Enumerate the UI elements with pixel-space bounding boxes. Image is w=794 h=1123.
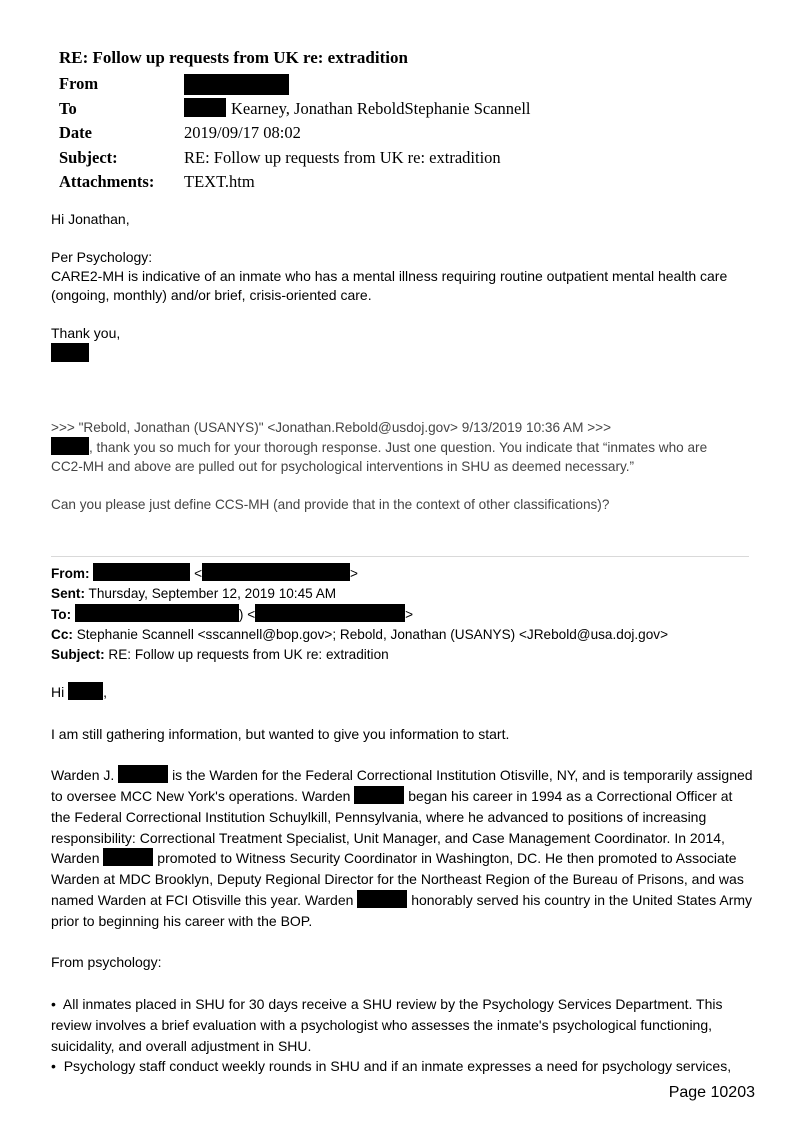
redaction [202,563,350,581]
fwd-cc-value: Stephanie Scannell <sscannell@bop.gov>; Rebold, Jonathan (USANYS) <JRebold@usa.doj.gov> [76,627,669,642]
date-value: 2019/09/17 08:02 [184,123,301,143]
subject-value: RE: Follow up requests from UK re: extradition [184,147,501,167]
date-row [59,121,531,146]
reply-definition: CARE2-MH is indicative of an inmate who has a mental illness requiring routine outpatient mental health care (ongoing, monthly) and/or brief, crisis-oriented care. [51,268,728,303]
to-label: To [59,98,77,118]
quoted-message [51,418,751,514]
redaction [93,563,190,581]
fwd-cc-label: Cc: [51,627,73,642]
attachments-label: Attachments: [59,172,155,192]
hi: Hi [51,684,65,700]
redaction [51,437,89,455]
fwd-to-label: To: [51,607,72,622]
fwd-subject-label: Subject: [51,647,105,662]
warden-bio: Warden J. is the Warden for the Federal Correctional Institution Otisville, NY, and is temporarily assigned to oversee MCC New York's operations. Warden began his career in 1994 as a Correctional Officer at the Federal Correctional Institution Schuylkill, Pennsylvania, where he advanced to positions of increasing responsibility: Correctional Treatment Specialist, Unit Manager, and Case Management Coordinator. In 2014, Warden promoted to Witness Security Coordinator in Washington, DC. He then promoted to Associate Warden at MDC Brooklyn, Deputy Regional Director for the Northeast Region of the Bureau of Prisons, and was named Warden at FCI Otisville this year. Warden honorably served his country in the United States Army prior to beginning his career with the BOP. [51,767,753,929]
redaction [184,74,289,95]
attachments-value: TEXT.htm [184,172,255,192]
quoted-line1: , thank you so much for your thorough response. Just one question. You indicate that “inmates who are CC2-MH and above are pulled out for psychological interventions in SHU as deemed necessary.” [51,440,708,474]
divider [51,556,749,557]
from-label: From [59,74,99,94]
greeting: Hi Jonathan, [51,211,130,227]
reply-body [51,210,751,362]
fwd-from-label: From: [51,566,90,581]
email-title: RE: Follow up requests from UK re: extradition [59,48,408,67]
quoted-header: >>> "Rebold, Jonathan (USANYS)" <Jonathan.Rebold@usdoj.gov> 9/13/2019 10:36 AM >>> [51,420,612,435]
fwd-sent-label: Sent: [51,586,85,601]
from-row [59,72,531,97]
redaction [184,98,226,117]
attachments-row [59,170,531,195]
fwd-subject-value: RE: Follow up requests from UK re: extradition [108,647,389,662]
message-body: Hi , I am still gathering information, but wanted to give you information to start. Warden J. is the Warden for the Federal Correctional Institution Otisville, NY, and is temporarily assigned to oversee MCC New York's operations. Warden began his career in 1994 as a Correctional Officer at the Federal Correctional Institution Schuylkill, Pennsylvania, where he advanced to positions of increasing responsibility: Correctional Treatment Specialist, Unit Manager, and Case Management Coordinator. In 2014, Warden promoted to Witness Security Coordinator in Washington, DC. He then promoted to Associate Warden at MDC Brooklyn, Deputy Regional Director for the Northeast Region of the Bureau of Prisons, and was named Warden at FCI Otisville this year. Warden honorably served his country in the United States Army prior to beginning his career with the BOP. From psychology: • All inmates placed in SHU for 30 days receive a SHU review by the Psychology Services Department. This review involves a brief evaluation with a psychologist who assesses the inmate's psychological functioning, suicidality, and overall adjustment in SHU. • Psychology staff conduct weekly rounds in SHU and if an inmate expresses a need for psychology services, [51,682,751,1077]
email-header [59,48,531,195]
redaction [357,890,407,908]
fwd-sent-value: Thursday, September 12, 2019 10:45 AM [88,586,337,601]
forward-header: From: < > Sent: Thursday, September 12, 2019 10:45 AM To: ) < > Cc: Stephanie Scannell <sscannell@bop.gov>; Rebold, Jonathan (USANYS) <JRebold@usa.doj.gov> Subject: RE: Follow up requests from UK re: extradition [51,563,668,665]
date-label: Date [59,123,92,143]
to-row [59,97,531,122]
gathering: I am still gathering information, but wanted to give you information to start. [51,725,510,742]
subject-row [59,146,531,171]
page-number: Page 10203 [668,1084,755,1101]
from-psychology: From psychology: [51,954,162,971]
redaction [255,604,405,622]
to-value: Kearney, Jonathan ReboldStephanie Scannell [231,99,531,119]
redaction [68,682,103,700]
subject-label: Subject: [59,147,118,167]
redaction [118,765,168,783]
bullet-2: • Psychology staff conduct weekly rounds in SHU and if an inmate expresses a need for psychology services, [51,1058,732,1075]
signature-redaction [51,343,89,362]
quoted-line2: Can you please just define CCS-MH (and provide that in the context of other classifications)? [51,497,610,512]
signoff: Thank you, [51,325,121,341]
bullet-1: • All inmates placed in SHU for 30 days receive a SHU review by the Psychology Services Department. This review involves a brief evaluation with a psychologist who assesses the inmate's psychological functioning, suicidality, and overall adjustment in SHU. [51,995,723,1054]
reply-intro: Per Psychology: [51,249,153,265]
redaction [75,604,239,622]
redaction [354,786,404,804]
redaction [103,848,153,866]
